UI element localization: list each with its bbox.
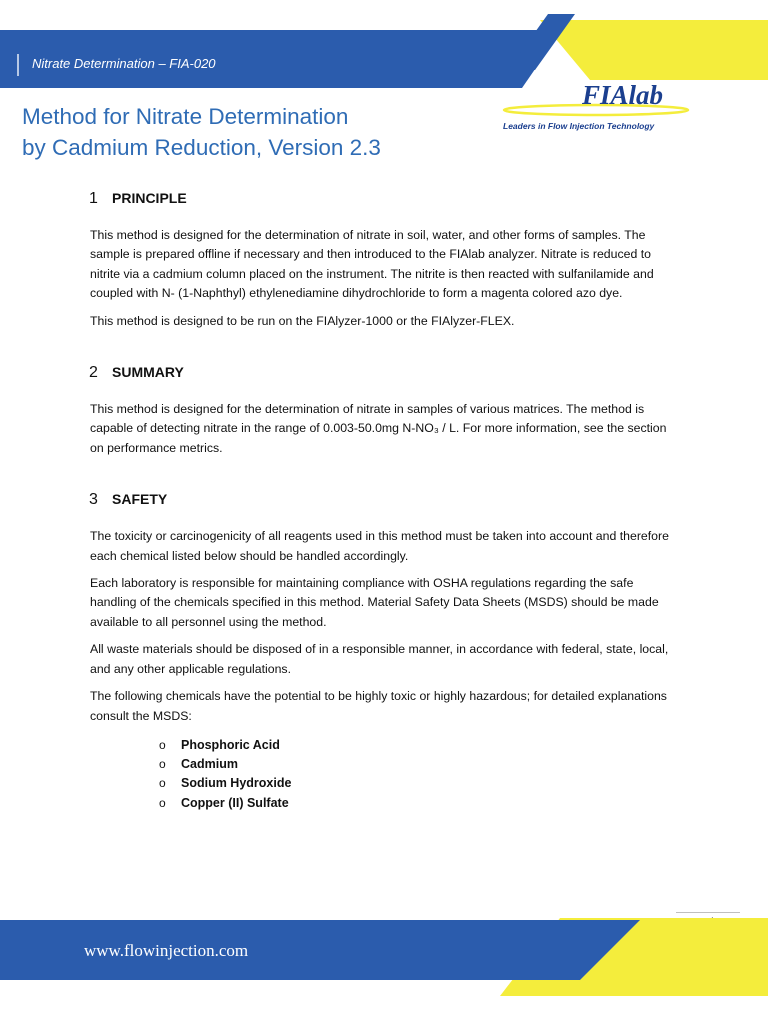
list-item: [159, 774, 680, 793]
chemical-name: Phosphoric Acid: [181, 737, 280, 752]
header-yellow-stripe: [540, 20, 768, 80]
bullet-icon: o: [159, 757, 166, 772]
section-title: PRINCIPLE: [112, 190, 187, 206]
chemical-name: Cadmium: [181, 757, 238, 772]
paragraph: The following chemicals have the potential to be highly toxic or highly hazardous; for detailed explanations consult the MSDS:: [90, 689, 667, 723]
paragraph: This method is designed for the determination of nitrate in samples of various matrices. The method is capable of detecting nitrate in the range of 0.003-50.0mg N-NO₃ / L. For more information, see the section on performance metrics.: [90, 402, 667, 455]
footer-band: [0, 918, 768, 1024]
paragraph: This method is designed for the determination of nitrate in soil, water, and other forms of samples. The sample is prepared offline if necessary and then introduced to the FIAlab analyzer. Nitrate is reduced to nitrite via a cadmium column placed on the instrument. The nitrite is then reacted with sulfanilamide and coupled with N- (1-Naphthyl) ethylenediamine dihydrochloride to form a magenta colored azo dye.: [90, 228, 654, 301]
section-title: SUMMARY: [112, 364, 184, 381]
title-line-2: by Cadmium Reduction, Version 2.3: [22, 135, 381, 160]
hazardous-chemicals-list: [90, 736, 680, 813]
page-title: [22, 101, 492, 163]
paragraph: This method is designed to be run on the FIAlyzer-1000 or the FIAlyzer-FLEX.: [90, 313, 515, 328]
chemical-name: Copper (II) Sulfate: [181, 795, 289, 810]
paragraph: Each laboratory is responsible for maintaining compliance with OSHA regulations regarding the safe handling of the chemicals specified in this method. Material Safety Data Sheets (MSDS) should be made available to all personnel using the method.: [90, 576, 659, 629]
section-safety: [90, 491, 680, 812]
logo-tagline: Leaders in Flow Injection Technology: [503, 121, 655, 131]
section-summary: [90, 364, 680, 458]
bullet-icon: o: [159, 795, 166, 810]
bullet-icon: o: [159, 737, 166, 752]
header-doc-code: Nitrate Determination – FIA-020: [32, 56, 216, 71]
list-item: [159, 736, 680, 755]
chemical-name: Sodium Hydroxide: [181, 776, 292, 791]
bullet-icon: o: [159, 776, 166, 791]
section-number: 2: [89, 364, 98, 382]
footer-website-link[interactable]: www.flowinjection.com: [84, 941, 249, 960]
section-heading: [89, 491, 679, 511]
section-title: SAFETY: [112, 491, 168, 508]
logo-wordmark: FIAlab: [582, 80, 664, 110]
section-principle: [90, 190, 680, 331]
title-line-1: Method for Nitrate Determination: [22, 104, 349, 129]
page-number-rule: [676, 912, 740, 913]
section-heading: [89, 190, 679, 210]
header-divider: [17, 54, 19, 76]
section-number: 3: [89, 491, 98, 509]
section-heading: [89, 364, 679, 384]
document-body: [90, 190, 680, 813]
list-item: [159, 794, 680, 813]
paragraph: All waste materials should be disposed of in a responsible manner, in accordance with federal, state, local, and any other applicable regulations.: [90, 642, 669, 676]
paragraph: The toxicity or carcinogenicity of all reagents used in this method must be taken into account and therefore each chemical listed below should be handled accordingly.: [90, 529, 669, 563]
section-number: 1: [89, 190, 98, 207]
list-item: [159, 755, 680, 774]
